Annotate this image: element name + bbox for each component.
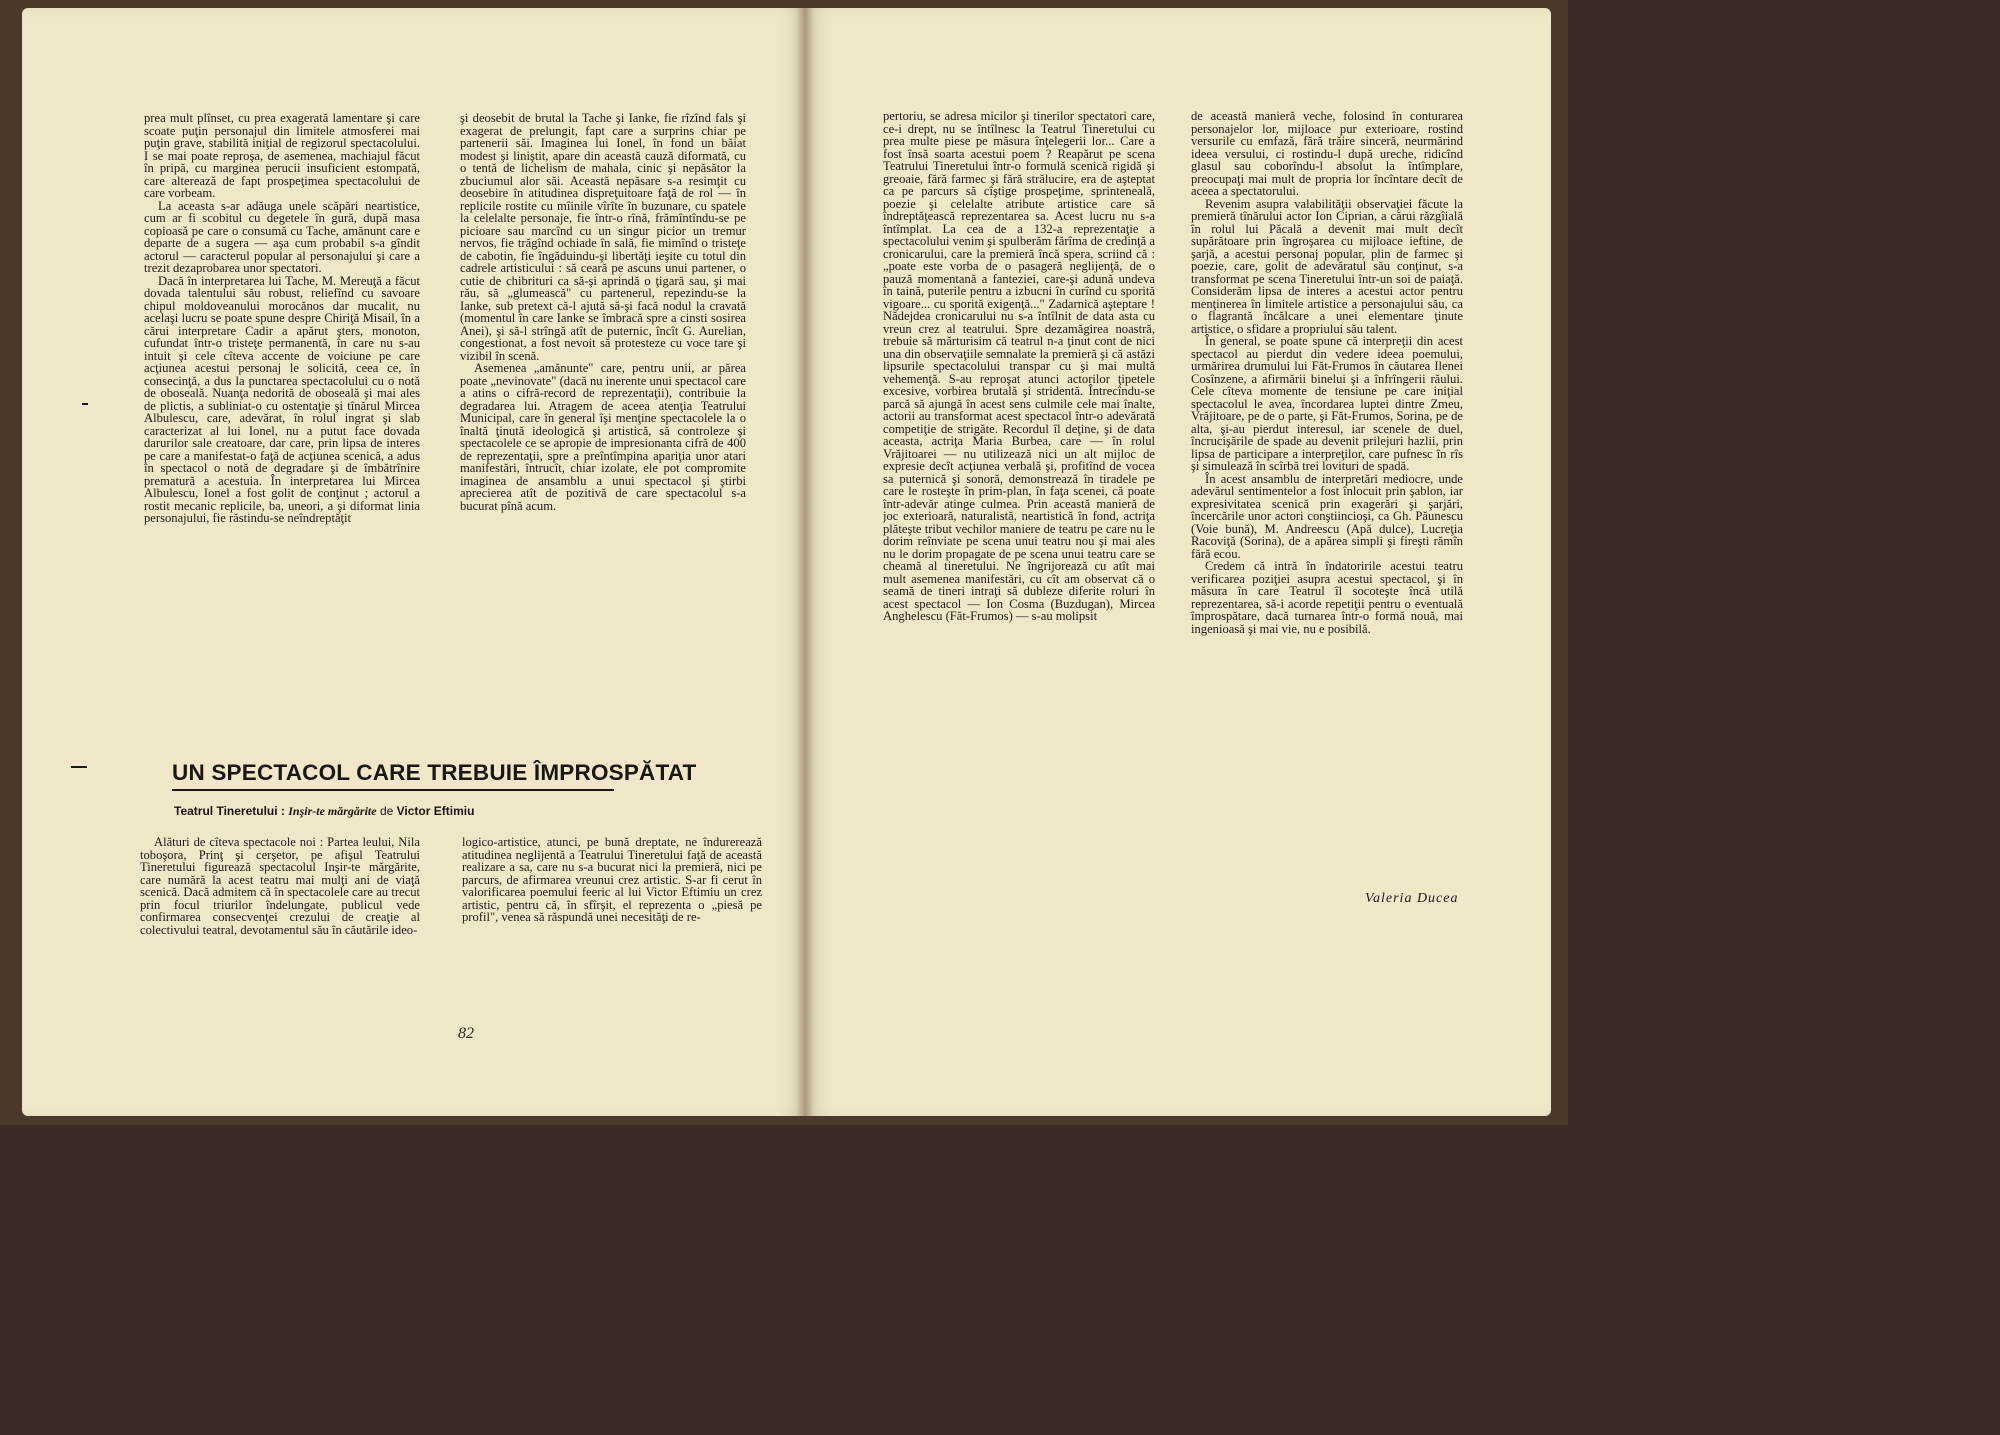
- paragraph: Alături de cîteva spectacole noi : Partea leului, Nila toboşora, Prinţ şi cerşetor, pe afişul Teatrului Tineretului figurează spectacolul Inşir-te mărgărite, care numără la acest teatru mai mulţi ani de viaţă scenică. Dacă admitem că în spectacolele care au trecut prin focul triurilor îndelungate, publicul vede confirmarea consecvenţei crezului de creaţie al colectivului teatral, devotamentul său în căutările ideo-: [140, 836, 420, 937]
- by-word: de: [379, 804, 394, 818]
- paragraph: În general, se poate spune că interpreţii din acest spectacol au pierdut din vedere ideea poemului, urmărirea drumului lui Făt-Frumos în căutarea Ilenei Cosînzene, a afirmării binelui şi a înfrîngerii răului. Cele cîteva momente de tensiune pe care iniţial spectacolul le avea, încordarea luptei dintre Zmeu, Vrăjitoare, pe de o parte, şi Făt-Frumos, Sorina, pe de alta, şi-au pierdut interesul, iar scenele de duel, încrucişările de spade au devenit prilejuri hazlii, prin lipsa de participare a interpreţilor, care pufnesc în rîs şi simulează în scîrbă trei lovituri de spadă.: [1191, 334, 1463, 473]
- margin-mark: [82, 403, 88, 405]
- paragraph: Dacă în interpretarea lui Tache, M. Mereuţă a făcut dovada talentului său robust, reliefînd cu savoare chipul moldoveanului morocănos dar mucalit, nu acelaşi lucru se poate spune despre Chiriţă Misail, în a cărui interpretare Cadir a apărut şters, monoton, cufundat într-o tristeţe permanentă, în care nu s-au intuit şi cele cîteva accente de voiciune pe care acţiunea acestui personaj le solicită, ceea ce, în consecinţă, a dus la punctarea spectacolului cu o notă de oboseală. Nuanţa nedorită de oboseală şi mai ales de plictis, a subliniat-o cu ostentaţie şi tînărul Mircea Albulescu, care, adevărat, în rolul ingrat şi slab caracterizat al lui Ionel, nu a putut face dovada darurilor sale creatoare, dar care, prin lipsa de interes pe care a manifestat-o faţă de acţiunea scenică, a adus în spectacol o notă de degradare şi de îmbătrînire prematură a acestuia. În interpretarea lui Mircea Albulescu, Ionel a fost golit de conţinut ; actorul a rostit mecanic replicile, ba, uneori, a şi diformat linia personajului, fie răstindu-se neîndreptăţit: [144, 273, 420, 525]
- paragraph: Revenim asupra valabilităţii observaţiei făcute la premieră tînărului actor Ion Ciprian, a cărui răzgîială în rolul lui Păcală a devenit mai mult decît supărătoare prin îngroşarea cu mijloace ieftine, de şarjă, a acestui personaj popular, plin de farmec şi poezie, care, golit de adevăratul său conţinut, s-a transformat pe scena Tineretului într-un soi de paiaţă. Considerăm lipsa de interes a acestui actor pentru menţinerea în limitele artistice a personajului său, ca o flagrantă încălcare a unei elementare ţinute artistice, o sfidare a propriului său talent.: [1191, 196, 1463, 336]
- book-gutter: [796, 8, 814, 1116]
- article-subheading: [174, 804, 674, 819]
- paragraph: prea mult plînset, cu prea exagerată lamentare şi care scoate puţin personajul din limitele atmosferei mai puţin grave, stabilită iniţial de regizorul spectacolului. I se mai poate reproşa, de asemenea, machiajul făcut în pripă, cu marginea perucii insuficient estompată, care alterează de fapt prospeţimea spectacolului de care vorbeam.: [144, 112, 420, 200]
- left-page-column-1: [144, 112, 420, 714]
- right-page-column-1: [883, 110, 1155, 920]
- article-headline: UN SPECTACOL CARE TREBUIE ÎMPROSPĂTAT: [172, 760, 697, 785]
- margin-mark: [71, 766, 87, 768]
- left-page-column-4: [462, 836, 762, 1004]
- author-name: Victor Eftimiu: [396, 804, 475, 818]
- headline-underline: [172, 789, 614, 791]
- paragraph: Asemenea „amănunte" care, pentru unii, ar părea poate „nevinovate" (dacă nu inerente unui spectacol care a atins o cifră-record de reprezentaţii), contribuie la degradarea lui. Atragem de aceea atenţia Teatrului Municipal, care în general îşi menţine spectacolele la o înaltă ţinută ideologică şi artistică, să controleze şi spectacolele ce se apropie de impresionanta cifră de 400 de reprezentaţii, spre a preîntîmpina apariţia unor atari manifestări, întrucît, chiar izolate, ele pot compromite imaginea de ansamblu a unui spectacol şi ştirbi aprecierea atît de pozitivă de care spectacolul s-a bucurat pînă acum.: [460, 361, 746, 513]
- paragraph: de această manieră veche, folosind în conturarea personajelor lor, mijloace pur exterioare, rostind versurile cu emfază, fără trăire sinceră, neurmărind ideea versului, ci rostindu-l după ureche, ridicînd glasul sau coborîndu-l absolut la întîmplare, preocupaţi mai mult de propria lor încîntare decît de aceea a spectatorului.: [1191, 110, 1463, 198]
- paragraph: şi deosebit de brutal la Tache şi Ianke, fie rîzînd fals şi exagerat de prelungit, fapt care a surprins chiar pe partenerii săi. Imaginea lui Ionel, în fond un băiat modest şi liniştit, apare din această cauză diformată, cu o tentă de lichelism de mahala, cinic şi nepăsător la zbuciumul alor săi. Această nepăsare s-a resimţit cu deosebire în atitudinea dispreţuitoare faţă de rol — în replicile rostite cu mîinile vîrîte în buzunare, cu spatele la celelalte personaje, fie într-o rînă, frămîntîndu-se pe picioare sau marcînd cu un singur picior un tremur nervos, fie trăgînd ochiade în sală, fie mimînd o tristeţe de cabotin, fie îngăduindu-şi libertăţi ieşite cu totul din cadrele artisticului : să ceară pe ascuns unui partener, o cutie de chibrituri ca să-şi aprindă o ţigară sau, şi mai rău, să „glumească" cu partenerul, repezindu-se la Ianke, sub pretext că-l ajută să-şi facă nodul la cravată (momentul în care Ianke se îmbracă spre a cinsti sosirea Anei), şi să-l strîngă atît de puternic, încît G. Aurelian, congestionat, a fost nevoit să protesteze cu voce tare şi vizibil în scenă.: [460, 112, 746, 363]
- right-page: [805, 8, 1551, 1116]
- paragraph: La aceasta s-ar adăuga unele scăpări neartistice, cum ar fi scobitul cu degetele în gură, după masa copioasă pe care o consumă cu Tache, amănunt care e departe de a sugera — aşa cum probabil s-a gîndit actorul — caracterul popular al personajului şi care a trezit dezaprobarea unor spectatori.: [144, 198, 420, 275]
- paragraph: Credem că intră în îndatoririle acestui teatru verificarea poziţiei asupra acestui spectacol, şi în măsura în care Teatrul îl socoteşte încă utilă reprezentarea, să-i acorde repetiţii pentru o eventuală împrospătare, dacă turnarea într-o formă nouă, mai ingenioasă şi mai vie, nu e posibilă.: [1191, 559, 1463, 636]
- left-page: [22, 8, 805, 1116]
- paragraph: logico-artistice, atunci, pe bună dreptate, ne îndurerează atitudinea neglijentă a Teatrului Tineretului faţă de această realizare a sa, care nu s-a bucurat nici la premieră, nici pe parcurs, de afirmarea vreunui crez artistic. S-ar fi cerut în valorificarea poemului feeric al lui Victor Eftimiu un crez artistic, pentru că, în sfîrşit, el reprezenta o „piesă pe profil", venea să răspundă unei necesităţi de re-: [462, 836, 762, 924]
- left-page-column-2: [460, 112, 746, 698]
- paragraph: pertoriu, se adresa micilor şi tinerilor spectatori care, ce-i drept, nu se întîlnesc la Teatrul Tineretului cu prea multe piese pe măsura înţelegerii lor... Care a fost însă soarta acestui poem ? Reapărut pe scena Teatrului Tineretului într-o formulă scenică rigidă şi greoaie, fără farmec şi fără strălucire, era de aşteptat ca pe parcurs să cîştige prospeţime, sprinteneală, poezie şi celelalte atribute artistice care să îndreptăţească reprezentarea sa. Acest lucru nu s-a întîmplat. La cea de a 132-a reprezentaţie a spectacolului venim şi spulberăm fărîma de credinţă a cronicarului, care la premieră încă spera, scriind că : „poate este vorba de o pasageră neglijenţă, de o pauză momentană a fanteziei, care-şi adună undeva în taină, puterile pentru a izbucni în curînd cu sporită vigoare... cu sporită exigenţă..." Zadarnică aşteptare ! Nădejdea cronicarului nu s-a întîlnit de data asta cu vreun crez al teatrului. Spre dezamăgirea noastră, trebuie să mărturisim că teatrul n-a ţinut cont de nici una din observaţiile semnalate la premieră şi că astăzi lipsurile spectacolului transpar cu şi mai multă vehemenţă. S-au reproşat atunci actorilor ţipetele excesive, vorbirea brutală şi stridentă. Întrecîndu-se parcă să ajungă în acest sens culmile cele mai înalte, actorii au transformat acest spectacol într-o adevărată competiţie de strigăte. Recordul îl deţine, şi de data aceasta, actriţa Maria Burbea, care — în rolul Vrăjitoarei — nu utilizează nici un alt mijloc de expresie decît acţiunea verbală şi, profitînd de vocea sa puternică şi sonoră, demonstrează în tiradele pe care le rosteşte în prim-plan, în faţa scenei, că poate într-adevăr atinge culmea. Prin această manieră de joc exterioară, naturalistă, neartistică în fond, actriţa plăteşte tribut vechilor maniere de teatru pe care nu le dorim reînviate pe scena unui teatru nou şi mai ales nu le dorim propagate de pe scena unui teatru care se cheamă al tineretului. Ne îngrijorează cu atît mai mult asemenea manifestări, cu cît am observat că o seamă de tineri intraţi să dubleze diferite roluri în acest spectacol — Ion Cosma (Buzdugan), Mircea Anghelescu (Făt-Frumos) — s-au molipsit: [883, 110, 1155, 623]
- paragraph: În acest ansamblu de interpretări mediocre, unde adevărul sentimentelor a fost înlocuit prin şablon, iar expresivitatea scenică prin exagerări şi şarjări, încercările unor actori conştiincioşi, ca Gh. Păunescu (Voie bună), M. Andreescu (Apă dulce), Lucreţia Racoviţă (Sorina), de a apărea simpli şi fireşti rămîn fără ecou.: [1191, 471, 1463, 561]
- author-signature: Valeria Ducea: [1365, 891, 1459, 906]
- play-title: Inşir-te mărgărite: [288, 804, 377, 818]
- right-page-column-2: [1191, 110, 1463, 920]
- theatre-name: Teatrul Tineretului :: [174, 804, 285, 818]
- left-page-column-3: [140, 836, 420, 1004]
- page-number: 82: [458, 1025, 474, 1042]
